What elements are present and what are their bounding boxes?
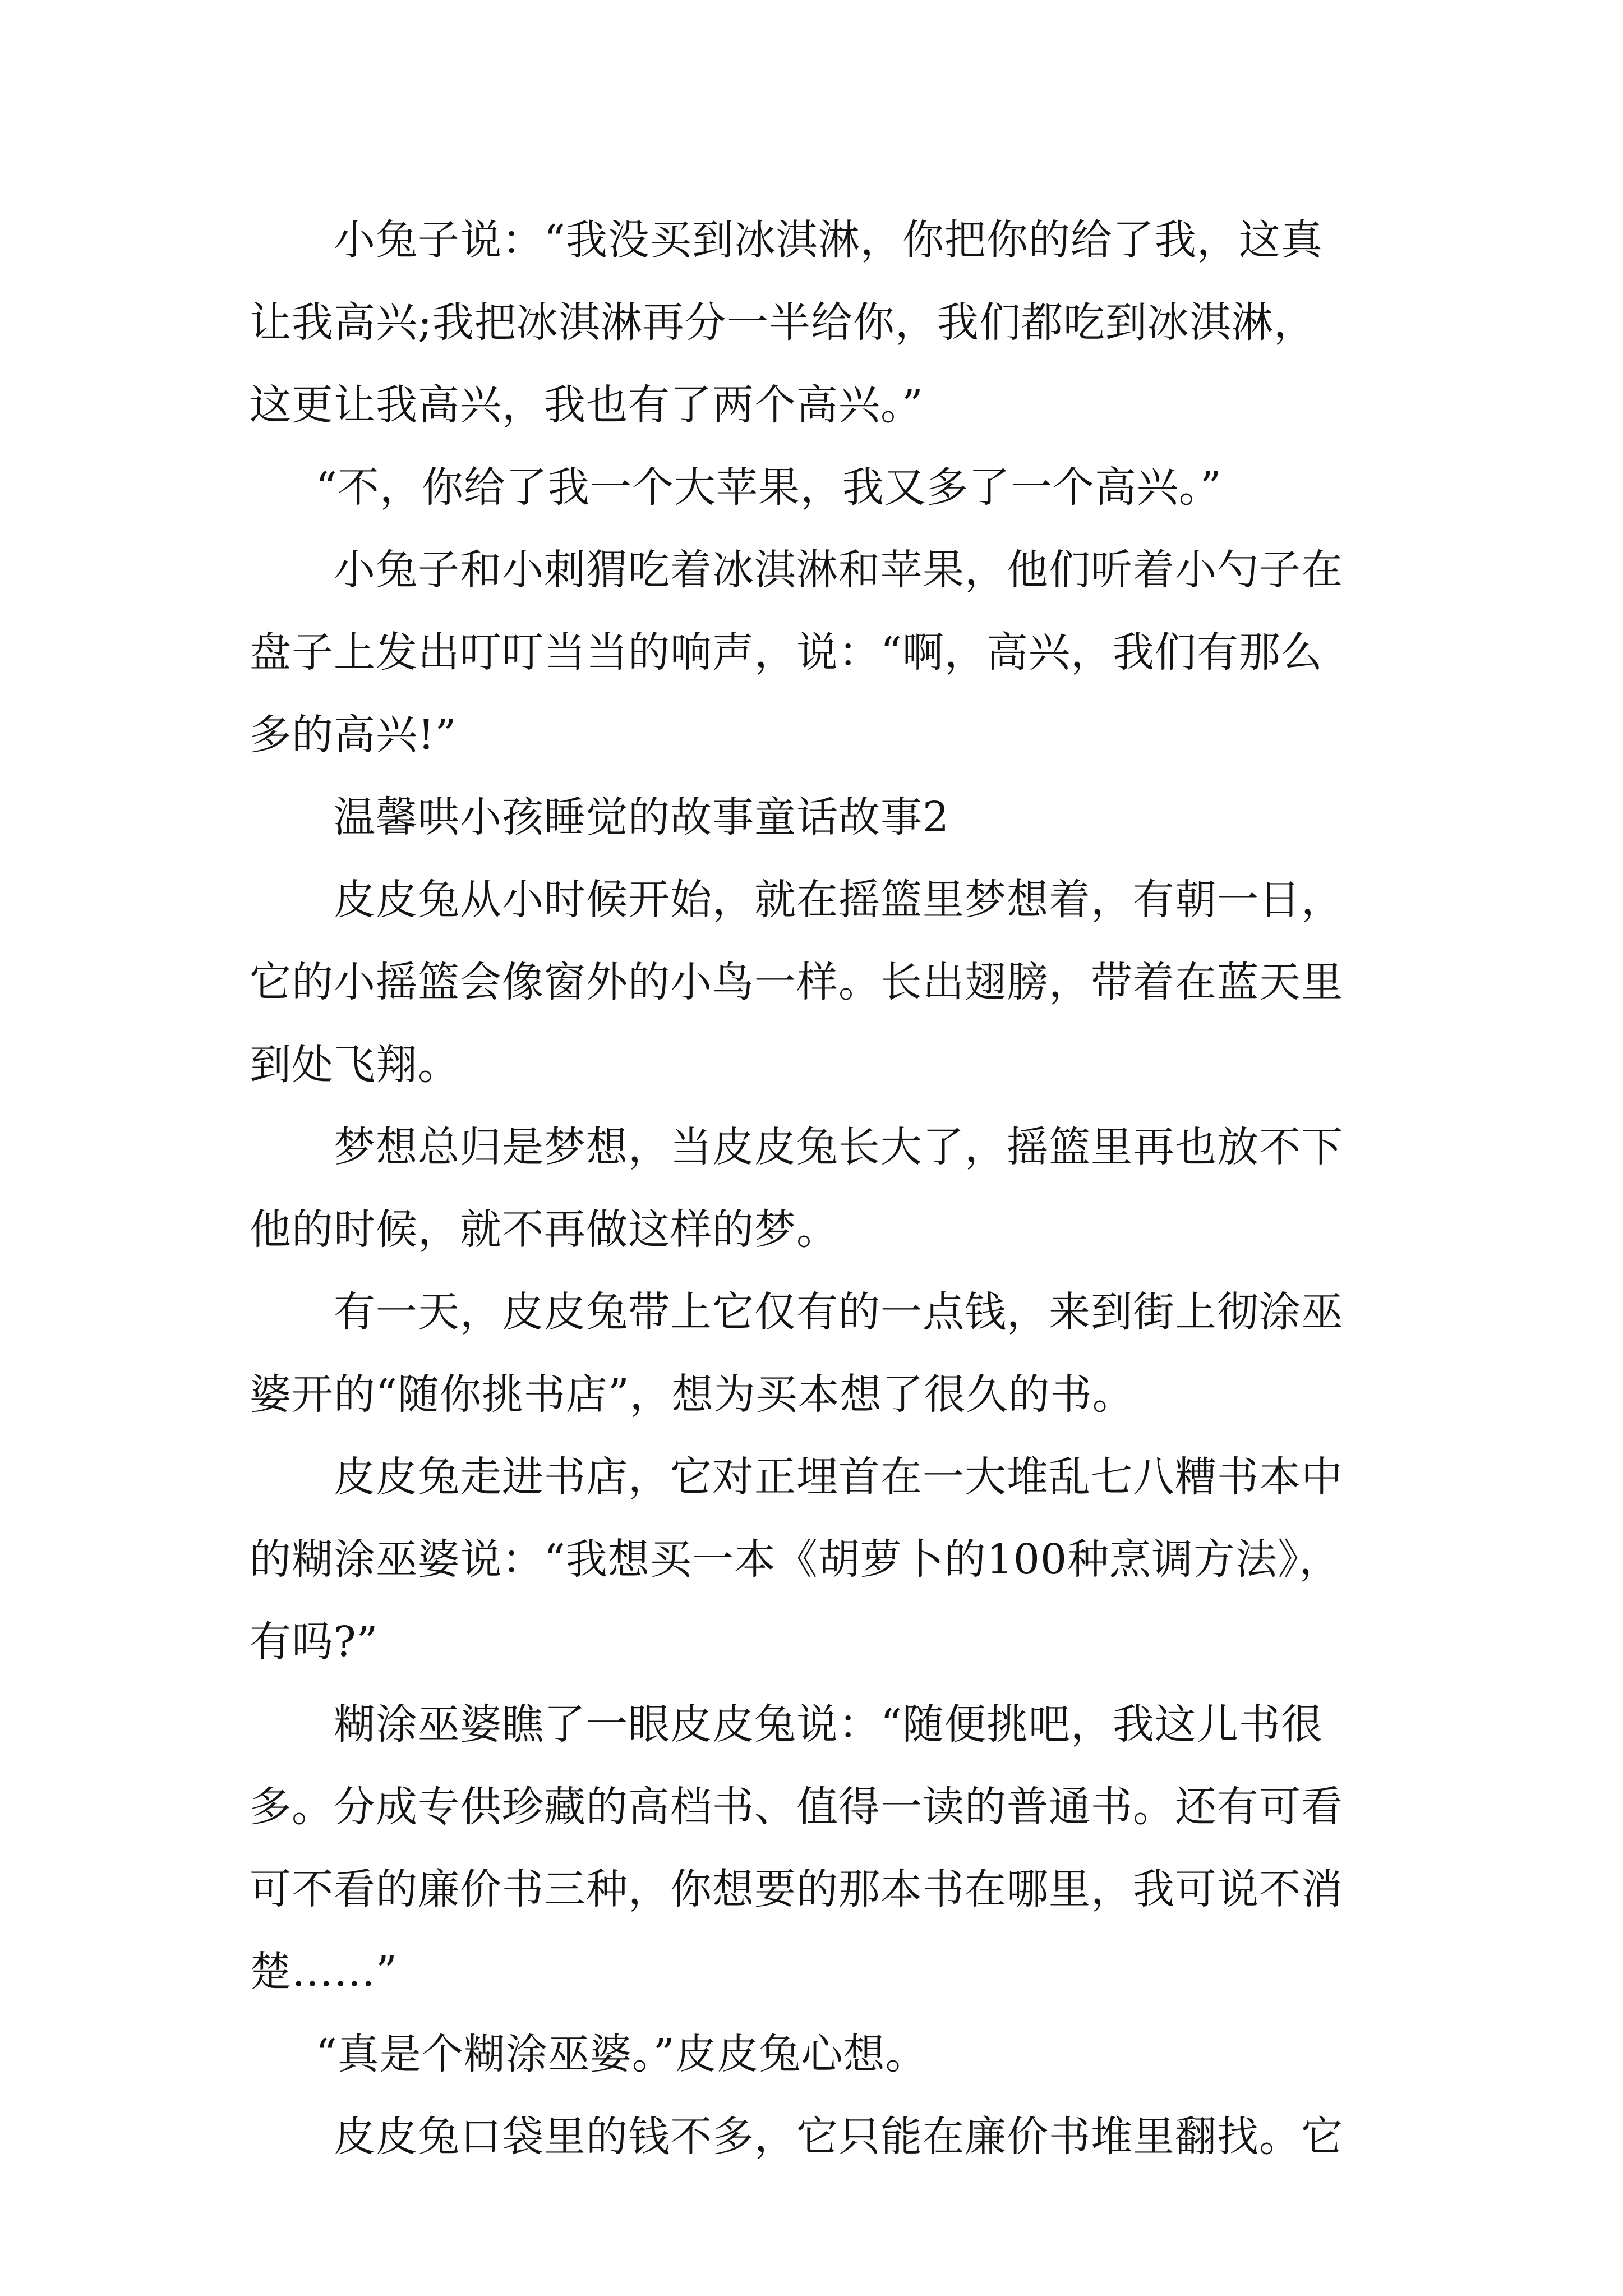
text-line: 到处飞翔。 (250, 1041, 460, 1089)
text-line: 多的高兴!” (250, 711, 457, 759)
text-line: 有吗?” (250, 1618, 379, 1666)
text-line: “真是个糊涂巫婆。”皮皮兔心想。 (316, 2030, 928, 2078)
text-line: 可不看的廉价书三种，你想要的那本书在哪里，我可说不消 (250, 1865, 1343, 1913)
text-line: 小兔子说：“我没买到冰淇淋，你把你的给了我，这真 (334, 216, 1323, 264)
document-body (250, 199, 1377, 2178)
text-line: 婆开的“随你挑书店”，想为买本想了很久的书。 (250, 1370, 1135, 1419)
text-line: 这更让我高兴，我也有了两个高兴。” (250, 381, 924, 429)
section-heading: 温馨哄小孩睡觉的故事童话故事2 (334, 793, 950, 841)
text-line: 皮皮兔从小时候开始，就在摇篮里梦想着，有朝一日， (334, 876, 1343, 924)
text-line: 皮皮兔走进书店，它对正埋首在一大堆乱七八糟书本中 (334, 1453, 1343, 1501)
text-line: 的糊涂巫婆说：“我想买一本《胡萝卜的100种烹调方法》， (250, 1535, 1341, 1584)
text-line: 他的时候，就不再做这样的梦。 (250, 1205, 838, 1254)
text-line: 盘子上发出叮叮当当的响声，说：“啊，高兴，我们有那么 (250, 628, 1323, 677)
text-line: 皮皮兔口袋里的钱不多，它只能在廉价书堆里翻找。它 (334, 2113, 1343, 2161)
text-line: “不，你给了我一个大苹果，我又多了一个高兴。” (316, 463, 1222, 512)
text-line: 楚……” (250, 1948, 398, 1996)
text-line: 糊涂巫婆瞧了一眼皮皮兔说：“随便挑吧，我这儿书很 (334, 1700, 1323, 1749)
text-line: 多。分成专供珍藏的高档书、值得一读的普通书。还有可看 (250, 1783, 1343, 1831)
text-line: 小兔子和小刺猬吃着冰淇淋和苹果，他们听着小勺子在 (334, 546, 1343, 594)
text-line: 有一天，皮皮兔带上它仅有的一点钱，来到街上彻涂巫 (334, 1288, 1343, 1336)
text-line: 它的小摇篮会像窗外的小鸟一样。长出翅膀，带着在蓝天里 (250, 958, 1343, 1006)
text-line: 梦想总归是梦想，当皮皮兔长大了，摇篮里再也放不下 (334, 1123, 1343, 1171)
text-line: 让我高兴;我把冰淇淋再分一半给你，我们都吃到冰淇淋， (250, 298, 1316, 347)
